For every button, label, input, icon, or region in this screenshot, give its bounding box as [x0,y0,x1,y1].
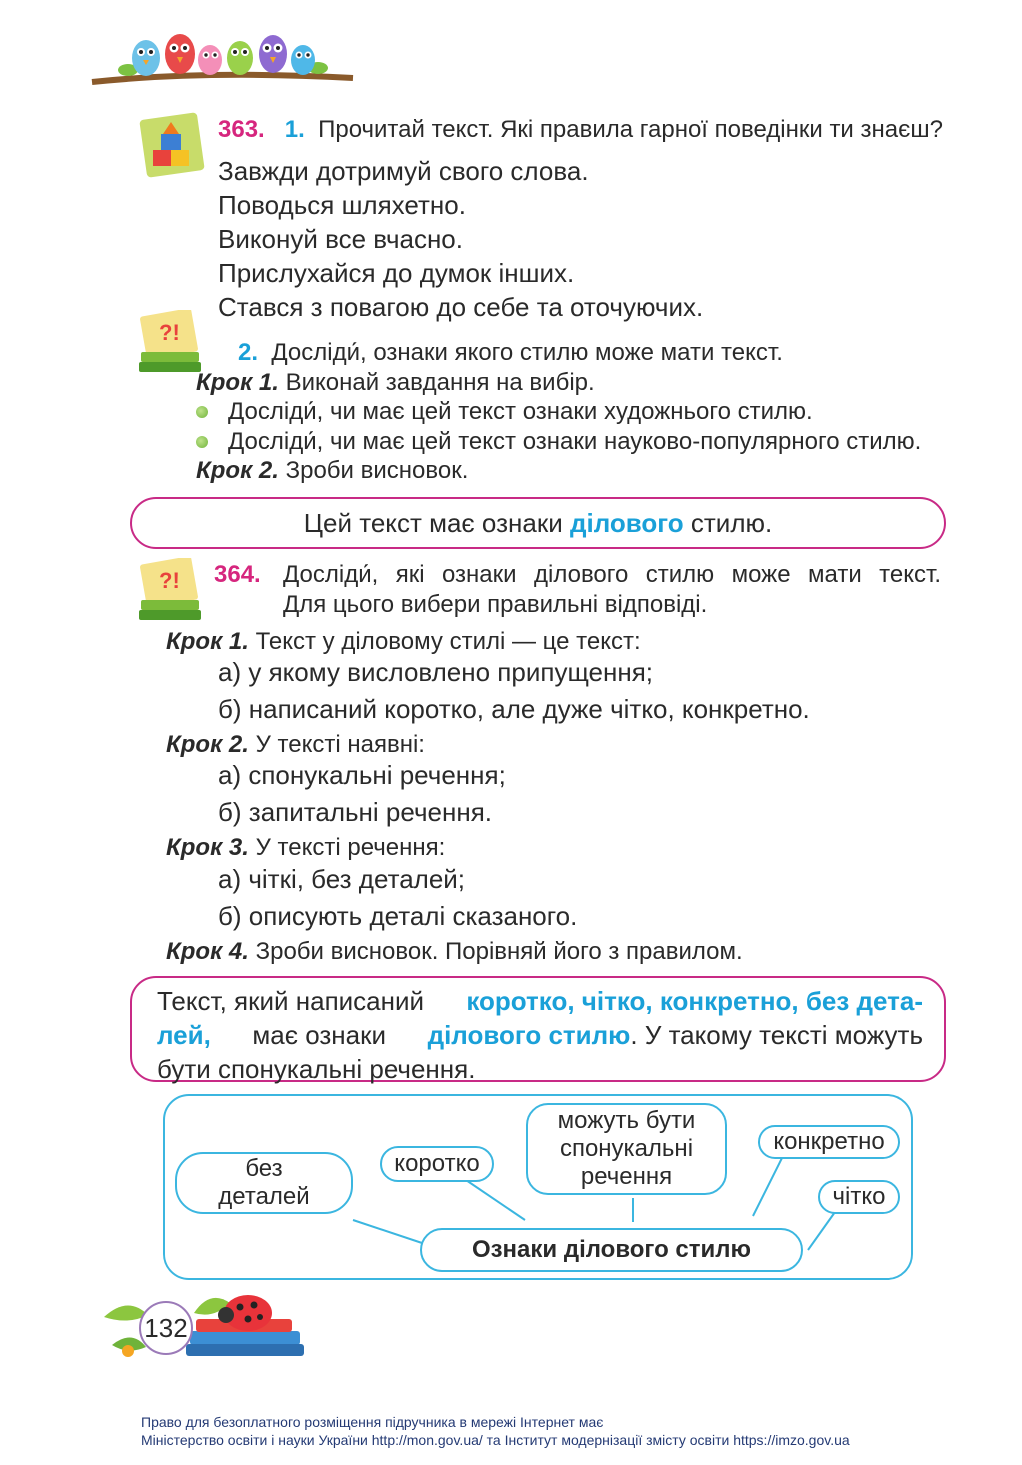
highlight-style: ділового [569,508,684,538]
step-1 [196,367,595,399]
blocks-icon [135,112,207,182]
page-number: 132 [139,1301,193,1355]
answer-option: б) написаний коротко, але дуже чітко, конкретно. [218,694,810,724]
subtask-instruction: Досліди́, ознаки якого стилю може мати текст. [271,339,783,366]
task-number: 363. [218,116,265,143]
poem-line: Завжди дотримуй свого слова. [218,156,589,186]
subtask-number: 1. [284,116,305,143]
diagram-node-chitko: чітко [818,1180,900,1214]
task-364-number: 364. [214,561,261,588]
task-364-instruction-line2: Для цього вибери правильні відповіді. [283,591,708,618]
bullet-icon [196,436,208,448]
rule-line-1: Текст, який написаний коротко, чітко, конкретно, без дета- [157,986,923,1016]
research-books-icon [135,558,207,624]
step-label: Крок 1. [196,369,279,396]
diagram-center-node: Ознаки ділового стилю [420,1228,803,1272]
poem-line: Прислухайся до думок інших. [218,258,575,288]
birds-illustration [88,30,358,92]
answer-option: а) спонукальні речення; [218,760,506,790]
option-bullet: Досліди́, чи має цей текст ознаки художнього стилю. [228,398,813,425]
footer-line-2: Міністерство освіти і науки України http://mon.gov.ua/ та Інститут модернізації змісту освіти https://imzo.gov.ua [141,1432,850,1448]
footer-line-1: Право для безоплатного розміщення підручника в мережі Інтернет має [141,1414,604,1430]
step-3: Крок 3. У тексті речення: [166,834,446,861]
step-1: Крок 1. Текст у діловому стилі — це текст: [166,628,641,655]
answer-option: б) описують деталі сказаного. [218,901,578,931]
step-text: Виконай завдання на вибір. [285,369,595,396]
step-2: Крок 2. У тексті наявні: [166,731,425,758]
task-364-instruction-line1: Досліди́, які ознаки ділового стилю може мати текст. [283,561,941,588]
task-instruction: Прочитай текст. Які правила гарної поведінки ти знаєш? [318,116,943,143]
option-bullet: Досліди́, чи має цей текст ознаки науково-популярного стилю. [228,428,922,455]
task-363-part-2 [238,337,783,369]
page-decoration-illustration [98,1285,318,1365]
answer-option: б) запитальні речення. [218,797,492,827]
bullet-icon [196,406,208,418]
answer-option: а) чіткі, без деталей; [218,864,466,894]
step-text: Зроби висновок. [285,457,469,484]
poem-lines [218,154,703,324]
svg-text:?!: ?! [159,568,180,593]
diagram-node-konkretno: конкретно [758,1125,900,1159]
svg-text:?!: ?! [159,320,180,345]
diagram-node-korotko: коротко [380,1146,494,1182]
answer-option: а) у якому висловлено припущення; [218,657,654,687]
diagram-node-spon-rechennia: можуть бути спонукальні речення [526,1103,727,1195]
rule-line-2: лей, має ознаки ділового стилю. У такому тексті можуть [157,1020,923,1050]
rule-text [157,984,923,1086]
subtask-number: 2. [238,339,259,366]
step-2 [196,455,468,487]
conclusion-text: Цей текст має ознаки ділового стилю. [303,508,773,538]
poem-line: Виконуй все вчасно. [218,224,463,254]
step-4: Крок 4. Зроби висновок. Порівняй його з правилом. [166,938,743,965]
diagram-node-bez-detalei: без деталей [175,1152,353,1214]
task-363-header [218,114,943,146]
step-label: Крок 2. [196,457,279,484]
poem-line: Поводься шляхетно. [218,190,466,220]
poem-line: Стався з повагою до себе та оточуючих. [218,292,704,322]
rule-line-3: бути спонукальні речення. [157,1054,476,1084]
